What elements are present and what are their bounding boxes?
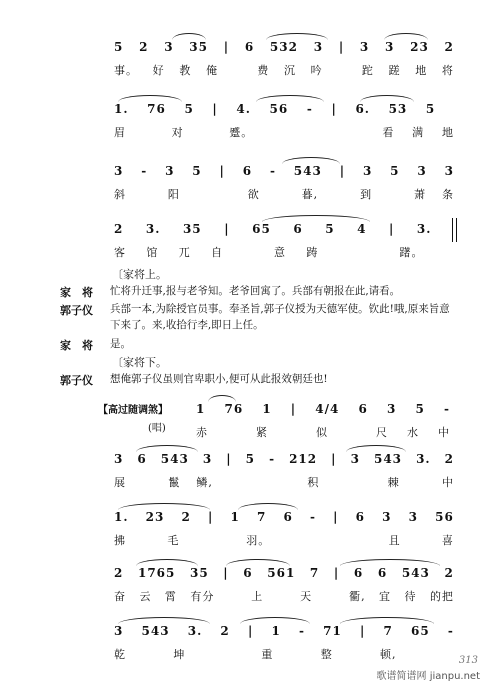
speech-line: 想俺郭子仪虽则官卑职小,便可从此报效朝廷也! (110, 373, 328, 385)
speech-line: 忙将升迁事,报与老爷知。老爷回寓了。兵部有朝报在此,请看。 (110, 285, 401, 297)
score-line-4 (0, 222, 498, 259)
lyrics: 斜 阳 欲 暮, 到 萧 条 (114, 188, 454, 201)
notes: 1 76 1 | 4/4 6 3 5 - (196, 402, 450, 416)
notes: 5 2 3 35 | 6 532 3 | 3 3 23 2 (114, 40, 454, 54)
notes: 3 543 3. 2 | 1 - 71 | 7 65 - (114, 624, 454, 638)
lyrics: 展 鬣 鳞, 积 棘 中 (114, 476, 454, 489)
score-line-1 (0, 40, 498, 77)
notes: 1. 23 2 | 1 7 6 - | 6 3 3 56 (114, 510, 454, 524)
role-name: 郭子仪 (60, 374, 93, 387)
score-line-3 (0, 164, 498, 201)
score-line-2 (0, 102, 498, 139)
stage-direction-2: 〔家将下。 (112, 356, 167, 369)
lyrics: 客 馆 兀 自 意 踌 躇。 (114, 246, 424, 259)
score-line-8 (0, 566, 498, 603)
role-name: 家 将 (60, 286, 93, 299)
notes: 3 6 543 3 | 5 - 212 | 3 543 3. 2 (114, 452, 454, 466)
page-number: 313 (458, 655, 478, 666)
notes: 2 1765 35 | 6 561 7 | 6 6 543 2 (114, 566, 454, 580)
score-line-5 (0, 402, 498, 439)
score-line-7 (0, 510, 498, 547)
notes: 2 3. 35 | 65 6 5 4 | 3. (114, 222, 432, 236)
final-barline (452, 218, 457, 242)
speech-line: 兵部一本,为除授官员事。奉圣旨,郭子仪授为天德军使。钦此!哦,原来旨意下来了。来,收拾行李,即日上任。 (110, 303, 450, 331)
aria-title: 【高过随调煞】 (98, 405, 168, 416)
lyrics: 拂 毛 羽。 且 喜 (114, 534, 454, 547)
sing-tag: (唱) (148, 423, 166, 434)
role-name: 家 将 (60, 339, 93, 352)
lyrics: 眉 对 蹙。 看 满 地 (114, 126, 454, 139)
role-name: 郭子仪 (60, 304, 93, 317)
lyrics: 奋 云 霄 有分 上 天 衢, 宜 待 的把 (114, 590, 454, 603)
lyrics: 乾 坤 重 整 顿, (114, 648, 397, 661)
notes: 3 - 3 5 | 6 - 543 | 3 5 3 3 (114, 164, 454, 178)
lyrics: 事。 好 教 俺 费 沉 吟 跎 蹉 地 将 (114, 64, 454, 77)
lyrics: 赤 紧 似 尺 水 中 (196, 426, 450, 439)
watermark: 歌谱简谱网 jianpu.net (376, 671, 480, 682)
speech-line: 是。 (110, 338, 131, 350)
stage-direction-1: 〔家将上。 (112, 268, 167, 281)
score-line-6 (0, 452, 498, 489)
notes: 1. 76 5 | 4. 56 - | 6. 53 5 (114, 102, 436, 116)
